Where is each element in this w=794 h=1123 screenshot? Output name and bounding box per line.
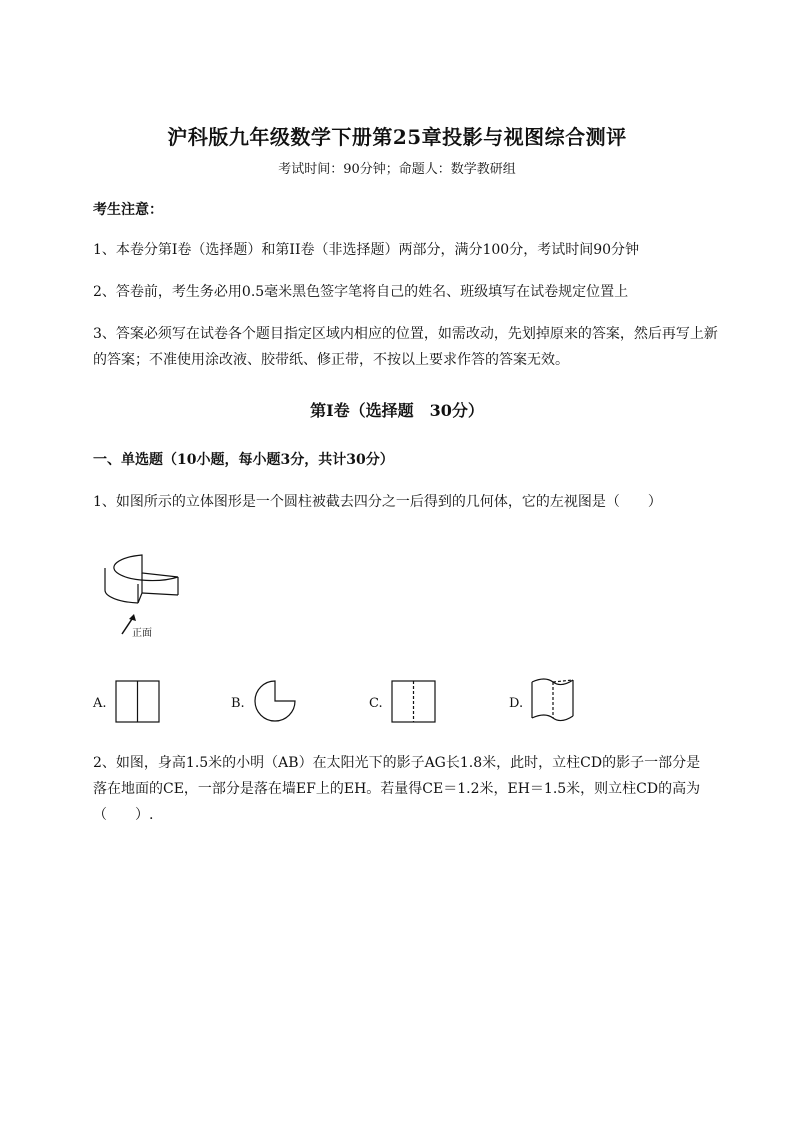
part-heading: 一、单选题（10小题，每小题3分，共计30分） xyxy=(93,452,394,468)
option-b-figure xyxy=(252,678,300,726)
figure-top-face xyxy=(114,555,178,581)
question-2-line-1: 2、如图，身高1.5米的小明（AB）在太阳光下的影子AG长1.8米，此时，立柱CD的影子一部分是 xyxy=(93,755,701,771)
question-2-line-2: 落在地面的CE，一部分是落在墙EF上的EH。若量得CE＝1.2米，EH＝1.5米，则立柱CD的高为 xyxy=(93,781,701,797)
option-a-figure xyxy=(115,680,161,724)
question-2-line-3: （ ）. xyxy=(93,807,154,823)
notice-item-3: 3、答案必须写在试卷各个题目指定区域内相应的位置，如需改动，先划掉原来的答案，然后再写上新 xyxy=(93,326,718,342)
option-b-label: B. xyxy=(231,696,245,711)
notice-heading: 考生注意： xyxy=(93,202,163,218)
notice-item-2: 2、答卷前，考生务必用0.5毫米黑色签字笔将自己的姓名、班级填写在试卷规定位置上 xyxy=(93,284,629,300)
notice-item-3-continued: 的答案；不准使用涂改液、胶带纸、修正带，不按以上要求作答的答案无效。 xyxy=(93,352,569,368)
page-title: 沪科版九年级数学下册第25章投影与视图综合测评 xyxy=(167,125,627,149)
front-view-label: 正面 xyxy=(132,628,152,639)
option-c-figure xyxy=(391,680,437,724)
option-d-figure xyxy=(529,674,577,726)
option-d-label: D. xyxy=(509,696,524,711)
notice-item-1: 1、本卷分第I卷（选择题）和第II卷（非选择题）两部分，满分100分，考试时间90分钟 xyxy=(93,242,640,258)
question-1-text: 1、如图所示的立体图形是一个圆柱被截去四分之一后得到的几何体，它的左视图是（ ） xyxy=(93,494,662,510)
section-title: 第I卷（选择题 30分） xyxy=(310,401,484,420)
exam-info: 考试时间：90分钟；命题人：数学教研组 xyxy=(278,162,516,177)
question-1-solid-figure xyxy=(100,548,195,643)
option-a-label: A. xyxy=(93,696,107,711)
option-c-label: C. xyxy=(369,696,383,711)
